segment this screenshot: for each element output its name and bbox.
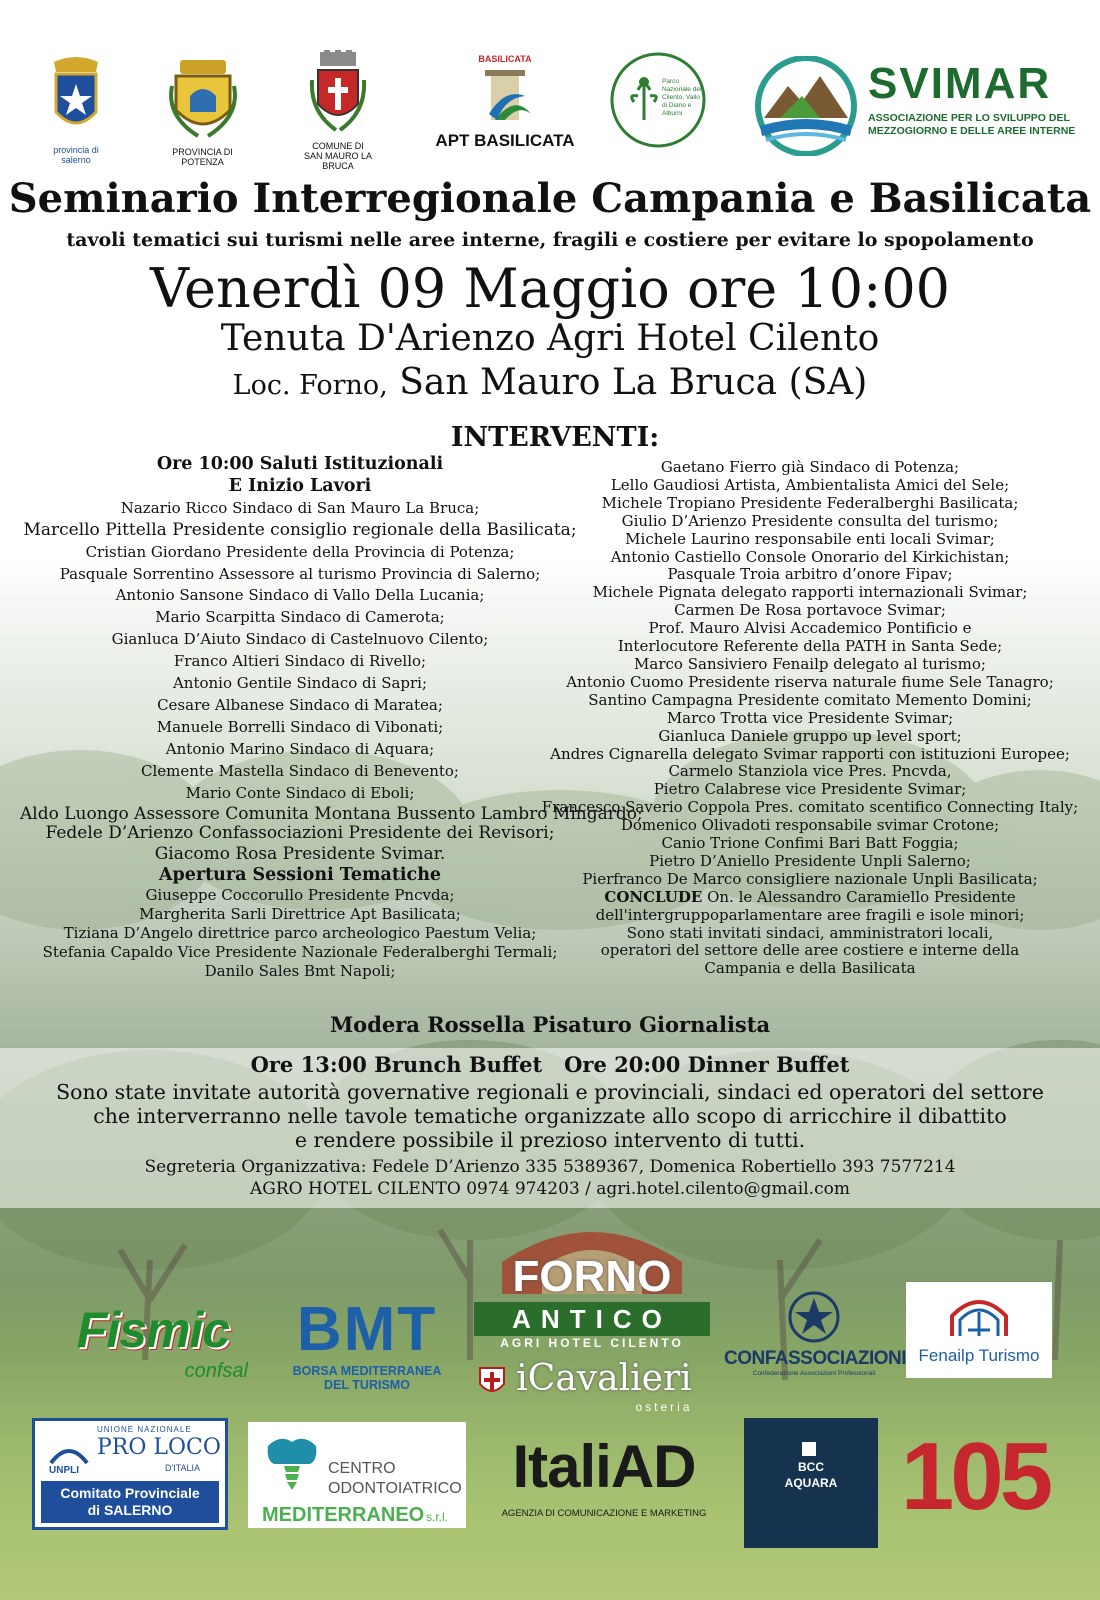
speaker-line: Sono stati invitati sindaci, amministratori locali, [626, 923, 994, 942]
speaker-line: Ore 10:00 Saluti Istituzionali [156, 454, 444, 474]
locality-main: San Mauro La Bruca [399, 362, 778, 403]
speaker-line: Antonio Marino Sindaco di Aquara; [165, 739, 435, 758]
centro-line3: MEDITERRANEO [262, 1504, 425, 1526]
speaker-line: Pietro Calabrese vice Presidente Svimar; [653, 780, 967, 799]
bcc-label: BCC [798, 1460, 824, 1474]
speaker-line: Lello Gaudiosi Artista, Ambientalista Amici del Sele; [610, 475, 1010, 494]
speaker-line: Marco Sansiviero Fenailp delegato al turismo; [634, 654, 986, 673]
event-date: Venerdì 09 Maggio ore 10:00 [149, 257, 951, 320]
fismic-logo [38, 1300, 268, 1390]
unpli-proloco: PRO LOCO [97, 1435, 221, 1460]
italiad-wordmark: ItaliAD [512, 1433, 696, 1500]
speaker-line: Carmen De Rosa portavoce Svimar; [674, 601, 946, 620]
speaker-line: Tiziana D’Angelo direttrice parco archeologico Paestum Velia; [63, 923, 537, 942]
svimar-mark [750, 56, 860, 161]
speaker-line: Marcello Pittella Presidente consiglio regionale della Basilicata; [23, 519, 577, 540]
provincia-potenza-label: PROVINCIA DI POTENZA [172, 147, 233, 167]
confassociazioni-sub: Confederazione Associazioni Professionali [752, 1370, 876, 1377]
speakers-left-column [20, 454, 643, 981]
confassociazioni-logo [724, 1290, 907, 1400]
forno-antico-logo [474, 1222, 710, 1422]
speaker-line: Michele Laurino responsabile enti locali Svimar; [625, 529, 995, 548]
invitation-text [0, 1080, 1100, 1152]
comune-line2: SAN MAURO LA BRUCA [303, 151, 372, 171]
centro-line1: CENTRO [328, 1460, 396, 1477]
italiad-logo [484, 1432, 724, 1532]
salerno-crest-icon [46, 52, 106, 140]
speaker-line: Domenico Olivadoti responsabile svimar Crotone; [620, 816, 1000, 835]
speaker-line: Apertura Sessioni Tematiche [158, 864, 442, 885]
locality-prefix: Loc. Forno, [232, 370, 388, 401]
svimar-mountains-icon [750, 56, 862, 156]
unpli-top: UNIONE NAZIONALE [97, 1425, 192, 1434]
cavalieri-wordmark: iCavalieri [516, 1358, 692, 1399]
event-title: Seminario Interregionale Campania e Basilicata [8, 175, 1092, 222]
unpli-comitato-line2: di SALERNO [87, 1502, 173, 1518]
apt-top-label: BASILICATA [478, 54, 532, 64]
unpli-italia: D'ITALIA [165, 1463, 201, 1473]
speaker-line: Nazario Ricco Sindaco di San Mauro La Bruca; [120, 498, 480, 517]
confassociazioni-star-icon [787, 1290, 841, 1344]
centro-srl: s.r.l. [426, 1510, 449, 1524]
speaker-line: Carmelo Stanziola vice Pres. Pncvda, [668, 762, 952, 781]
radio-105-wordmark: 105 [900, 1423, 1050, 1530]
speaker-line: Antonio Gentile Sindaco di Sapri; [172, 674, 428, 693]
speaker-line: Antonio Cuomo Presidente riserva naturale fiume Sele Tanagro; [566, 672, 1054, 691]
speaker-line: Manuele Borrelli Sindaco di Vibonati; [156, 717, 444, 736]
speaker-line: Antonio Sansone Sindaco di Vallo Della Lucania; [115, 586, 485, 605]
parco-label: Parco Nazionale del Cilento, Vallo di Diano e Alburni [662, 78, 702, 117]
event-locality [0, 362, 1100, 407]
speaker-line: Prof. Mauro Alvisi Accademico Pontificio e [648, 619, 972, 638]
moderator-line: Modera Rossella Pisaturo Giornalista [329, 1012, 771, 1037]
invite-line: che interverranno nelle tavole tematiche organizzate allo scopo di arricchire il dibattito [93, 1104, 1007, 1128]
forno-wordmark: FORNO [512, 1252, 672, 1301]
agri-hotel-label: AGRI HOTEL CILENTO [500, 1336, 684, 1350]
speaker-line: Interlocutore Referente della PATH in Santa Sede; [617, 637, 1003, 656]
speaker-line: Fedele D’Arienzo Confassociazioni Presidente dei Revisori; [45, 822, 555, 843]
interventi-heading: INTERVENTI: [450, 422, 660, 453]
event-venue: Tenuta D'Arienzo Agri Hotel Cilento [220, 318, 880, 359]
speaker-line: Mario Conte Sindaco di Eboli; [185, 783, 415, 802]
speaker-line: Campania e della Basilicata [704, 959, 916, 978]
speaker-line: Pietro D’Aniello Presidente Unpli Salerno; [649, 851, 971, 870]
speaker-line: Clemente Mastella Sindaco di Benevento; [140, 761, 459, 780]
unpli-label: UNPLI [49, 1465, 79, 1476]
speaker-line: operatori del settore delle aree costiere e interne della [600, 941, 1020, 960]
tooth-implant-icon [260, 1432, 324, 1492]
unpli-bridge-icon [49, 1439, 89, 1465]
buffet-line: Ore 13:00 Brunch Buffet Ore 20:00 Dinner Buffet [250, 1052, 850, 1077]
fenailp-wordmark: Fenailp Turismo [918, 1346, 1040, 1365]
antico-wordmark: ANTICO [474, 1302, 710, 1336]
speaker-line: Margherita Sarli Direttrice Apt Basilicata; [139, 904, 461, 923]
bmt-wordmark: BMT [296, 1295, 438, 1364]
fenailp-dome-icon [948, 1290, 1010, 1340]
speaker-line: Cesare Albanese Sindaco di Maratea; [157, 695, 443, 714]
fismic-sub: confsal [184, 1360, 248, 1382]
speaker-line: Michele Tropiano Presidente Federalberghi Basilicata; [601, 493, 1019, 512]
speaker-line: Pasquale Sorrentino Assessore al turismo Provincia di Salerno; [59, 564, 541, 583]
apt-basilicata-label: APT BASILICATA [435, 131, 575, 150]
unpli-comitato-line1: Comitato Provinciale [60, 1485, 200, 1501]
bmt-sub1: BORSA MEDITERRANEA [292, 1364, 442, 1378]
speaker-line: Santino Campagna Presidente comitato Memento Domini; [588, 690, 1032, 709]
concludes-line [540, 889, 1080, 907]
speaker-line: Danilo Sales Bmt Napoli; [204, 961, 396, 980]
speaker-line: Marco Trotta vice Presidente Svimar; [666, 708, 954, 727]
concludes-text: On. le Alessandro Caramiello Presidente [707, 887, 1016, 906]
speaker-line: Giacomo Rosa Presidente Svimar. [154, 843, 446, 864]
event-subtitle: tavoli tematici sui turismi nelle aree interne, fragili e costiere per evitare lo spopolamento [66, 229, 1034, 251]
provincia-salerno-label: provincia di salerno [53, 145, 99, 165]
contact-line: AGRO HOTEL CILENTO 0974 974203 / agri.hotel.cilento@gmail.com [250, 1179, 850, 1199]
speaker-line: Francesco Saverio Coppola Pres. comitato scentifico Connecting Italy; [541, 798, 1079, 817]
speaker-line: Gianluca D’Aiuto Sindaco di Castelnuovo Cilento; [111, 630, 489, 649]
speaker-line: Stefania Capaldo Vice Presidente Nazionale Federalberghi Termali; [42, 942, 558, 961]
concludes-label: CONCLUDE [604, 887, 703, 906]
apt-column-icon [475, 64, 535, 126]
comune-san-mauro-logo [288, 50, 388, 171]
bcc-square-icon [802, 1442, 816, 1456]
speaker-line: Antonio Castiello Console Onorario del Kirkichistan; [610, 547, 1010, 566]
apt-basilicata-logo [430, 54, 580, 151]
bmt-logo [282, 1295, 452, 1400]
invite-line: e rendere possibile il prezioso intervento di tutti. [294, 1128, 806, 1152]
speaker-line: Andres Cignarella delegato Svimar rapporti con istituzioni Europee; [550, 744, 1070, 763]
speaker-line: Franco Altieri Sindaco di Rivello; [173, 652, 427, 671]
speaker-line: Giulio D’Arienzo Presidente consulta del turismo; [621, 511, 999, 530]
centro-line2: ODONTOIATRICO [328, 1480, 462, 1497]
confassociazioni-wordmark: CONFASSOCIAZIONI [724, 1348, 907, 1369]
bcc-aquara-logo [744, 1418, 878, 1548]
svimar-subtitle: ASSOCIAZIONE PER LO SVILUPPO DEL MEZZOGIORNO E DELLE AREE INTERNE [868, 112, 1076, 137]
speakers-right-column [540, 459, 1080, 978]
centro-odontoiatrico-logo [248, 1422, 466, 1528]
speaker-line: Pasquale Troia arbitro d’onore Fipav; [667, 565, 953, 584]
speaker-line: dell'intergruppoparlamentare aree fragili e isole minori; [595, 905, 1025, 924]
secretariat-contacts [0, 1156, 1100, 1200]
speaker-line: Canio Trione Confimi Bari Batt Foggia; [661, 834, 959, 853]
speaker-line: Aldo Luongo Assessore Comunita Montana Bussento Lambro Mingardo; [20, 803, 643, 824]
speaker-line: Michele Pignata delegato rapporti internazionali Svimar; [592, 583, 1028, 602]
potenza-crest-icon [168, 56, 238, 142]
provincia-salerno-logo [40, 52, 112, 165]
osteria-label: osteria [635, 1400, 693, 1414]
san-mauro-crest-icon [306, 50, 370, 136]
speaker-line: Pierfranco De Marco consigliere nazionale Unpli Basilicata; [582, 869, 1038, 888]
provincia-potenza-logo [150, 56, 255, 167]
bcc-aquara-label: AQUARA [784, 1476, 838, 1490]
unpli-logo [32, 1418, 228, 1530]
cavalieri-shield-icon [478, 1366, 506, 1398]
bmt-sub2: DEL TURISMO [324, 1378, 410, 1392]
radio-105-logo [890, 1422, 1060, 1532]
speaker-line: Gianluca Daniele gruppo up level sport; [658, 726, 962, 745]
speaker-line: Cristian Giordano Presidente della Provincia di Potenza; [85, 542, 515, 561]
speaker-line: Mario Scarpitta Sindaco di Camerota; [155, 608, 445, 627]
svimar-wordmark: SVIMAR [868, 59, 1052, 108]
fismic-wordmark: Fismic [76, 1302, 230, 1358]
unpli-comitato [41, 1481, 219, 1523]
italiad-sub: AGENZIA DI COMUNICAZIONE E MARKETING [501, 1508, 707, 1519]
secretariat-line: Segreteria Organizzativa: Fedele D’Arienzo 335 5389367, Domenica Robertiello 393 7577214 [144, 1157, 956, 1177]
speaker-line: Giuseppe Coccorullo Presidente Pncvda; [145, 885, 455, 904]
speaker-line: Gaetano Fierro già Sindaco di Potenza; [660, 458, 960, 476]
parco-nazionale-logo [606, 50, 710, 155]
fenailp-logo [906, 1282, 1052, 1378]
comune-line1: COMUNE DI [312, 141, 364, 151]
invite-line: Sono state invitate autorità governative regionali e provinciali, sindaci ed operatori del settore [56, 1080, 1044, 1104]
speaker-line: E Inizio Lavori [228, 475, 372, 496]
locality-suffix: (SA) [788, 362, 868, 403]
